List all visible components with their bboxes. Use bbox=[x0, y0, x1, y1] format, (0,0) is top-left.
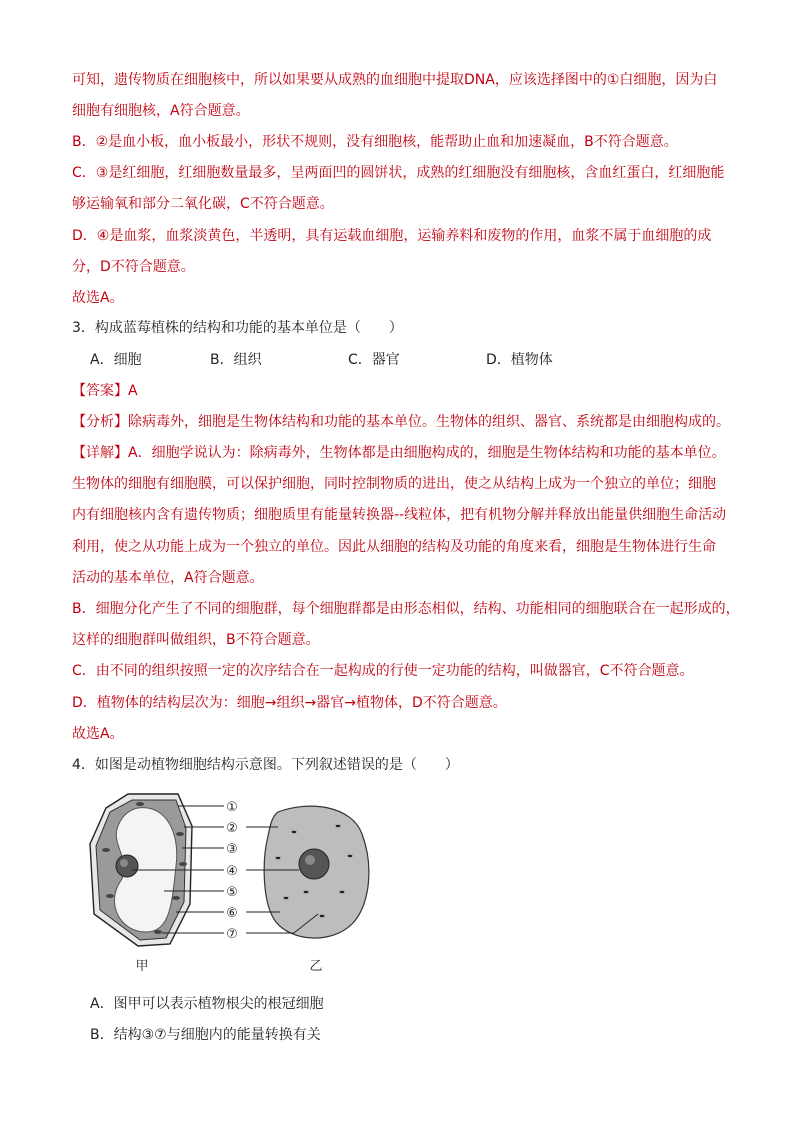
q2-explain-line: 细胞有细胞核，A符合题意。 bbox=[72, 103, 250, 119]
q3-option-c: C．器官 bbox=[348, 352, 400, 368]
mitochondrion bbox=[340, 891, 345, 893]
q3-detail-line: 生物体的细胞有细胞膜，可以保护细胞，同时控制物质的进出，使之从结构上成为一个独立的单位；细胞 bbox=[72, 476, 716, 492]
q4-stem: 4．如图是动植物细胞结构示意图。下列叙述错误的是（ ） bbox=[72, 757, 459, 773]
q2-explain-line: 可知，遗传物质在细胞核中，所以如果要从成熟的血细胞中提取DNA，应该选择图中的①白细胞，因为白 bbox=[72, 72, 718, 88]
q3-stem: 3．构成蓝莓植株的结构和功能的基本单位是（ ） bbox=[72, 320, 403, 336]
q3-option-d: D．植物体 bbox=[486, 352, 553, 368]
mitochondrion bbox=[320, 915, 325, 917]
q4-option-b: B．结构③⑦与细胞内的能量转换有关 bbox=[90, 1027, 321, 1043]
chloroplast bbox=[102, 848, 110, 852]
q2-option-b-explain: B．②是血小板，血小板最小，形状不规则，没有细胞核，能帮助止血和加速凝血，B不符合题意。 bbox=[72, 134, 678, 150]
mitochondrion bbox=[284, 897, 289, 899]
q3-detail-line: B．细胞分化产生了不同的细胞群，每个细胞群都是由形态相似，结构、功能相同的细胞联合在一起形成的， bbox=[72, 601, 740, 617]
chloroplast bbox=[106, 894, 114, 898]
q2-option-c-explain: C．③是红细胞，红细胞数量最多，呈两面凹的圆饼状，成熟的红细胞没有细胞核，含血红蛋白，红细胞能 bbox=[72, 165, 725, 181]
q3-answer bbox=[72, 381, 138, 401]
q3-detail bbox=[72, 443, 726, 463]
q2-option-c-explain-cont: 够运输氧和部分二氧化碳，C不符合题意。 bbox=[72, 196, 334, 212]
plant-nucleus bbox=[116, 855, 138, 877]
mitochondrion bbox=[304, 891, 309, 893]
label-5: ⑤ bbox=[226, 885, 238, 900]
answer-tag: 【答案】 bbox=[72, 383, 128, 399]
mitochondrion bbox=[336, 825, 341, 827]
q2-conclusion: 故选A。 bbox=[72, 290, 124, 306]
cell-structure-figure bbox=[80, 786, 400, 981]
chloroplast bbox=[179, 862, 187, 866]
q2-option-d-explain-cont: 分，D不符合题意。 bbox=[72, 259, 195, 275]
analysis-text: 除病毒外，细胞是生物体结构和功能的基本单位。生物体的组织、器官、系统都是由细胞构成的。 bbox=[128, 414, 730, 430]
caption-plant: 甲 bbox=[135, 959, 149, 974]
plant-nucleolus bbox=[120, 859, 128, 867]
q3-detail-line: D．植物体的结构层次为：细胞→组织→器官→植物体，D不符合题意。 bbox=[72, 695, 507, 711]
label-6: ⑥ bbox=[226, 906, 238, 921]
chloroplast bbox=[172, 896, 180, 900]
chloroplast bbox=[136, 802, 144, 806]
chloroplast bbox=[154, 930, 162, 934]
mitochondrion bbox=[276, 857, 281, 859]
animal-cell-diagram bbox=[264, 806, 369, 938]
q3-conclusion: 故选A。 bbox=[72, 726, 124, 742]
caption-animal: 乙 bbox=[309, 959, 323, 974]
answer-value: A bbox=[128, 383, 138, 399]
label-3: ③ bbox=[226, 842, 238, 857]
q4-option-a: A．图甲可以表示植物根尖的根冠细胞 bbox=[90, 996, 324, 1012]
mitochondrion bbox=[348, 855, 353, 857]
detail-text: A．细胞学说认为：除病毒外，生物体都是由细胞构成的，细胞是生物体结构和功能的基本单位。 bbox=[128, 445, 726, 461]
q3-detail-line: 内有细胞核内含有遗传物质；细胞质里有能量转换器--线粒体，把有机物分解并释放出能量供细胞生命活动 bbox=[72, 507, 727, 523]
q3-detail-line: 利用，使之从功能上成为一个独立的单位。因此从细胞的结构及功能的角度来看，细胞是生物体进行生命 bbox=[72, 539, 716, 555]
detail-tag: 【详解】 bbox=[72, 445, 128, 461]
label-4: ④ bbox=[226, 864, 238, 879]
animal-nucleolus bbox=[305, 855, 315, 865]
q3-analysis bbox=[72, 412, 730, 432]
chloroplast bbox=[176, 832, 184, 836]
label-2: ② bbox=[226, 821, 238, 836]
q3-detail-line: 活动的基本单位，A符合题意。 bbox=[72, 570, 264, 586]
label-7: ⑦ bbox=[226, 927, 238, 942]
analysis-tag: 【分析】 bbox=[72, 414, 128, 430]
mitochondrion bbox=[292, 831, 297, 833]
animal-nucleus bbox=[299, 849, 329, 879]
q3-detail-line: C．由不同的组织按照一定的次序结合在一起构成的行使一定功能的结构，叫做器官，C不符合题意。 bbox=[72, 663, 694, 679]
q2-option-d-explain: D．④是血浆，血浆淡黄色，半透明，具有运载血细胞，运输养料和废物的作用，血浆不属于血细胞的成 bbox=[72, 228, 712, 244]
q3-detail-line: 这样的细胞群叫做组织，B不符合题意。 bbox=[72, 632, 320, 648]
q3-option-b: B．组织 bbox=[210, 352, 262, 368]
label-1: ① bbox=[226, 800, 238, 815]
q3-option-a: A．细胞 bbox=[90, 352, 142, 368]
